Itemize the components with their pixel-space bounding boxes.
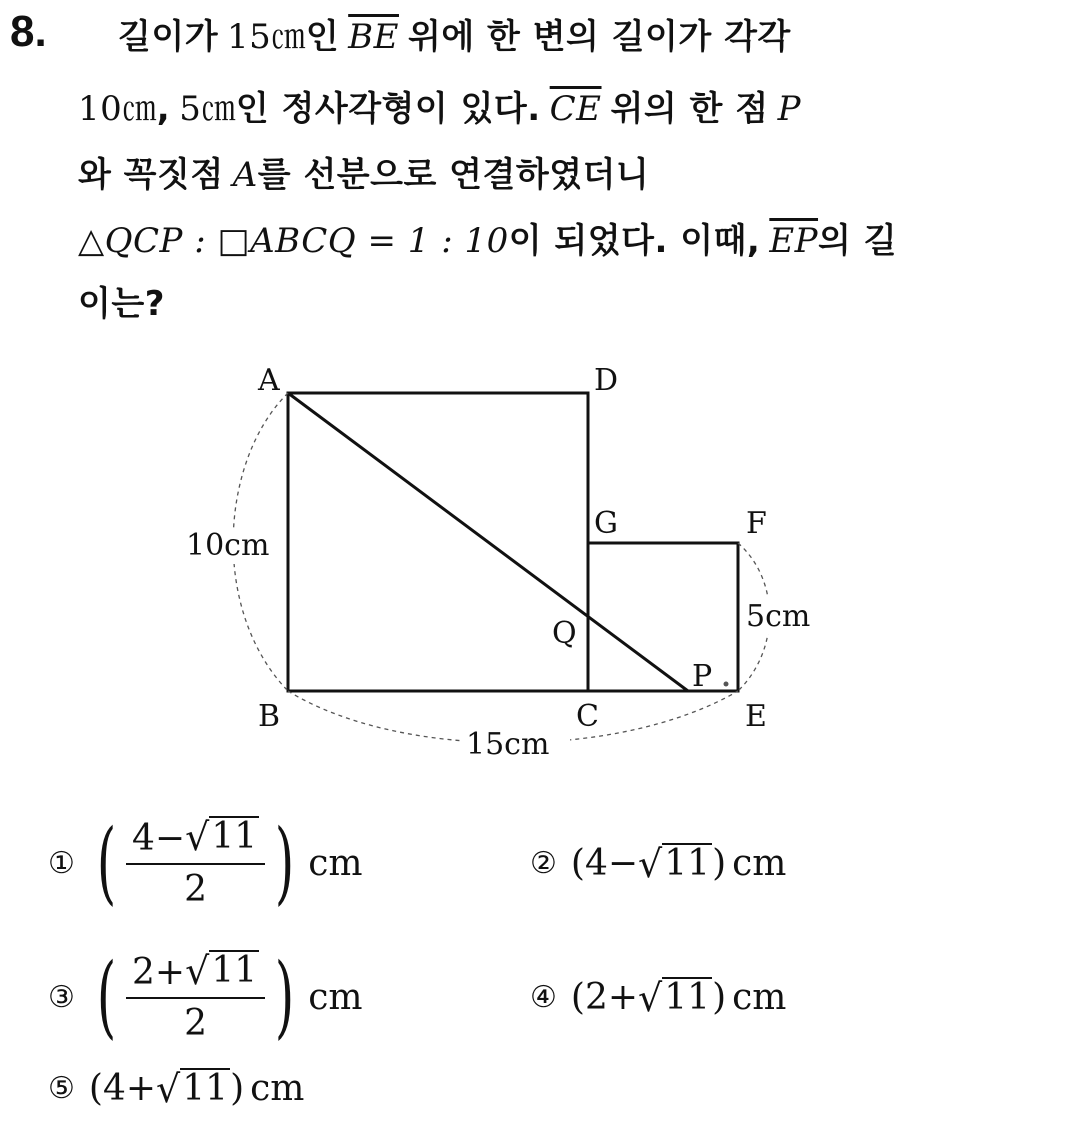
fraction — [126, 950, 265, 1044]
label-p: P — [692, 659, 713, 694]
sqrt: √ 11 — [185, 814, 258, 859]
label-c: C — [576, 699, 599, 734]
text: 이 되었다. 이때, — [508, 221, 761, 261]
paren-right: ) — [275, 810, 295, 915]
question-line-5 — [78, 279, 165, 330]
length-value: 10㎝ — [78, 89, 157, 129]
label-g: G — [594, 506, 618, 541]
sqrt: √ 11 — [638, 975, 711, 1020]
text: 인 — [305, 17, 340, 57]
unit: cm — [732, 842, 787, 884]
text: 를 선분으로 연결하였더니 — [257, 155, 650, 195]
segment-ep: $\overline{EP}$ — [769, 221, 819, 261]
text: 인 정사각형이 있다. — [235, 89, 541, 129]
area-ratio: △QCP : □ABCQ = 1 : 10 — [78, 221, 509, 261]
point-p-dot — [724, 682, 729, 687]
option-mark: ④ — [530, 979, 557, 1015]
option-mark: ③ — [48, 979, 75, 1015]
dim-left: 10cm — [186, 528, 270, 563]
sqrt: √ 11 — [156, 1066, 229, 1111]
label-d: D — [594, 363, 619, 398]
text: 와 꼭짓점 — [78, 155, 224, 195]
option-4[interactable] — [530, 942, 786, 1052]
question-line-4 — [78, 216, 897, 267]
text: 위에 한 변의 길이가 각각 — [407, 17, 791, 57]
question-line-2 — [78, 84, 801, 135]
question-number: 8. — [10, 7, 47, 56]
text: 의 길 — [818, 221, 898, 261]
dim-right: 5cm — [746, 599, 811, 634]
radicand: 11 — [211, 816, 258, 858]
text: 길이가 — [118, 17, 219, 57]
expr-left: (2+ — [570, 976, 639, 1018]
radicand: 11 — [182, 1068, 229, 1110]
square-cefg — [588, 543, 738, 691]
paren-left: ( — [96, 944, 117, 1049]
text: 이는? — [78, 284, 165, 324]
label-f: F — [746, 506, 767, 541]
sqrt: √ 11 — [638, 841, 711, 886]
point-a: A — [232, 155, 258, 195]
segment-be: $\overline{BE}$ — [348, 17, 399, 57]
radicand: 11 — [211, 950, 258, 992]
option-mark: ① — [48, 845, 75, 881]
label-b: B — [258, 699, 281, 734]
option-5[interactable] — [48, 1048, 304, 1128]
unit: cm — [732, 976, 787, 1018]
expr-right: ) — [712, 976, 727, 1018]
fraction — [126, 816, 265, 910]
option-2[interactable] — [530, 808, 786, 918]
text: 위의 한 점 — [610, 89, 769, 129]
numerator-left: 2+ — [132, 951, 186, 993]
denominator: 2 — [184, 868, 208, 910]
expr-right: ) — [712, 842, 727, 884]
option-1[interactable] — [48, 808, 363, 918]
denominator: 2 — [184, 1002, 208, 1044]
label-a: A — [258, 363, 280, 398]
question-line-3 — [78, 150, 649, 201]
paren-right: ) — [275, 944, 295, 1049]
comma: , — [156, 89, 171, 129]
radicand: 11 — [664, 843, 711, 885]
paren-left: ( — [96, 810, 117, 915]
expr-right: ) — [230, 1067, 245, 1109]
expr-left: (4+ — [88, 1067, 157, 1109]
label-q: Q — [552, 616, 577, 651]
unit: cm — [308, 842, 363, 884]
square-abcd — [288, 393, 588, 691]
label-e: E — [745, 699, 767, 734]
segment-ce: $\overline{CE}$ — [549, 89, 602, 129]
dim-bottom: 15cm — [466, 727, 550, 762]
question-line-1 — [118, 12, 791, 63]
length-value: 5㎝ — [179, 89, 236, 129]
unit: cm — [250, 1067, 305, 1109]
unit: cm — [308, 976, 363, 1018]
geometry-figure — [150, 350, 850, 770]
option-mark: ⑤ — [48, 1070, 75, 1106]
option-3[interactable] — [48, 942, 363, 1052]
radicand: 11 — [664, 977, 711, 1019]
numerator-left: 4− — [132, 817, 186, 859]
point-p: P — [777, 89, 801, 129]
sqrt: √ 11 — [185, 948, 258, 993]
length-value: 15㎝ — [227, 17, 306, 57]
expr-left: (4− — [570, 842, 639, 884]
option-mark: ② — [530, 845, 557, 881]
